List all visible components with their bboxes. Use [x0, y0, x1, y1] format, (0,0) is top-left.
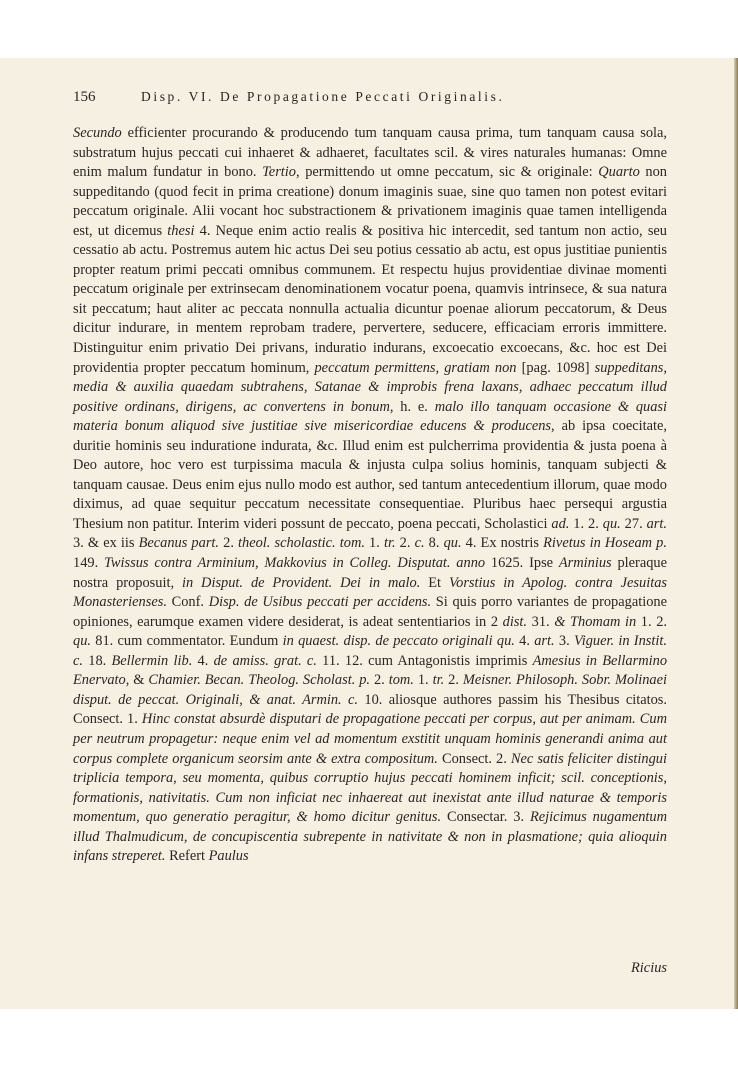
- italic-segment: Rejicimus nugamentum illud Thalmudicum, de concupiscentia subrepente in nativitate & non in plasmatione; quia alioquin infans streperet.: [73, 809, 668, 865]
- italic-segment: dist.: [502, 613, 528, 630]
- italic-segment: Bellermin lib.: [111, 652, 193, 669]
- text-segment: 81. cum commentator. Eundum: [91, 633, 283, 650]
- body-text: [73, 124, 667, 867]
- italic-segment: Paulus: [208, 848, 249, 865]
- text-segment: 4.: [514, 633, 535, 650]
- italic-segment: malo illo tanquam occasione & quasi materia bonum aliquod sive justitiae sive misericordiae educens & producens: [73, 398, 668, 435]
- text-segment: 2.: [395, 535, 415, 552]
- text-segment: 11. 12. cum Antagonistis imprimis: [316, 652, 533, 669]
- italic-segment: Hinc constat absurdè disputari de propagatione peccati per corpus, aut per animam. Cum per neutrum propagetur: neque enim vel ad momentum exstitit unquam hominis generandi anima aut corpus complete organicum seorsim ante & extra compositum.: [73, 711, 667, 767]
- italic-segment: Disp. de Usibus peccati per accidens.: [208, 594, 432, 611]
- italic-segment: Nec satis feliciter distingui triplicia tempora, seu momenta, quibus corruptio hujus peccati hominem inficit; scil. conceptionis, formationis, nativitatis. Cum non inficiat nec inhaereat aut inexistat ante illud naturae & temporis momentum, quo generatio peragitur, & homo dicitur genitus.: [73, 750, 668, 826]
- italic-segment: tr.: [432, 672, 445, 689]
- italic-segment: Chamier. Becan. Theolog. Scholast. p.: [148, 672, 371, 689]
- italic-segment: Tertio: [262, 164, 296, 181]
- italic-segment: Rivetus in Hoseam p.: [543, 535, 667, 552]
- italic-segment: qu.: [73, 633, 91, 650]
- italic-segment: c.: [414, 535, 425, 552]
- italic-segment: Amesius in Bellarmino Enervato: [73, 652, 668, 689]
- text-segment: 10. aliosque authores passim his Thesibus citatos. Consect. 1.: [73, 691, 667, 728]
- text-segment: 1. 2.: [636, 613, 667, 630]
- text-segment: 4.: [192, 652, 214, 669]
- italic-segment: ad.: [551, 515, 570, 532]
- text-segment: 3.: [554, 633, 574, 650]
- italic-segment: Becanus part.: [138, 535, 220, 552]
- text-segment: 2.: [219, 535, 239, 552]
- text-segment: 3. & ex iis: [73, 535, 139, 552]
- text-segment: 27.: [620, 515, 647, 532]
- page-number: 156: [73, 89, 96, 105]
- italic-segment: de amiss. grat. c.: [213, 652, 317, 669]
- text-segment: Conf.: [166, 594, 209, 611]
- italic-segment: in quaest. disp. de peccato originali qu.: [282, 633, 515, 650]
- text-segment: 8.: [424, 535, 444, 552]
- text-segment: 31.: [527, 613, 555, 630]
- italic-segment: thesi: [167, 222, 195, 239]
- text-segment: Consect. 2.: [437, 750, 511, 767]
- italic-segment: in Disput. de Provident. Dei in malo.: [181, 574, 421, 591]
- italic-segment: peccatum permittens, gratiam non: [314, 359, 517, 376]
- text-segment: Si quis porro variantes de propagatione opiniones, earumque examen videre desiderat, is adeat sententiarios in 2: [73, 594, 667, 630]
- text-segment: 2.: [370, 672, 389, 689]
- italic-segment: qu.: [443, 535, 462, 552]
- italic-segment: theol. scholastic. tom.: [238, 535, 365, 552]
- page-edge: [734, 58, 738, 1009]
- italic-segment: suppeditans, media & auxilia quaedam subtrahens, Satanae & improbis frena laxans, adhaec peccatum illud positive ordinans, dirigens, ac convertens in bonum: [73, 359, 667, 415]
- text-segment: Refert: [165, 848, 209, 865]
- text-segment: , h. e.: [389, 398, 435, 415]
- italic-segment: & Thomam in: [554, 613, 637, 630]
- text-segment: 1. 2.: [569, 515, 603, 532]
- italic-segment: tom.: [388, 672, 414, 689]
- italic-segment: Twissus contra Arminium, Makkovius in Colleg. Disputat. anno: [104, 555, 486, 572]
- italic-segment: Arminius: [558, 555, 612, 572]
- text-segment: pleraque nostra proposuit,: [73, 555, 668, 591]
- italic-segment: Quarto: [598, 164, 640, 181]
- running-title: Disp. VI. De Propagatione Peccati Originalis.: [141, 89, 505, 104]
- text-segment: 4. Ex nostris: [461, 535, 544, 552]
- italic-segment: art.: [646, 515, 667, 532]
- text-segment: 4. Neque enim actio realis & positiva hic intercedit, sed tantum non actio, seu cessatio ab actu. Postremus autem hic actus Dei seu potius cessatio ab actu, est opus justitiae punientis propter reatum primi peccati omnibus communem. Et respectu hujus providentiae divinae momenti peccatum originale per extrinsecam denominationem vocatur poena, quamvis intrinsece, & sua natura sit peccatum; haut aliter ac peccata nonnulla actualia dicuntur poenae aliorum peccatorum, & Deus dicitur indurare, in mentem reprobam tradere, pervertere, seducere, efficaciam erroris immittere. Distinguitur enim privatio Dei privans, induratio indurans, excoecatio excoecans, &c. hoc est Dei providentia propter peccatum hominum,: [73, 222, 667, 376]
- text-segment: Consectar. 3.: [441, 809, 530, 826]
- text-segment: 1.: [364, 535, 384, 552]
- text-segment: 18.: [83, 652, 112, 669]
- text-segment: non suppeditando (quod fecit in prima creatione) donum imaginis suae, sine quo tamen non potest evitari peccatum originale. Alii vocant hoc substractionem & privationem imaginis quae tamen intelligenda est, ut dicemus: [73, 164, 668, 239]
- text-segment: 1.: [413, 672, 433, 689]
- text-segment: Et: [420, 574, 449, 591]
- catchword: Ricius: [631, 960, 667, 976]
- running-header: [73, 89, 665, 109]
- text-segment: , &: [125, 672, 149, 689]
- text-segment: , ab ipsa coecitate, duritie hominis seu induratione indurata, &c. Illud enim est pulcherrima providentia & justa poena à Deo autore, hoc vero est turpissima macula & injusta culpa solius hominis, tanquam subjecti & tanquam causae. Deus enim ejus nullo modo est author, sed tantum antecedentium illorum, quae modo diximus, ad quae sequitur peccatum necessitate consequentiae. Pluribus haec persequi argustia Thesium non patitur. Interim videri possunt de peccato, poena peccati, Scholastici: [73, 418, 667, 532]
- italic-segment: tr.: [383, 535, 396, 552]
- text-segment: 1625. Ipse: [485, 555, 559, 572]
- italic-segment: art.: [534, 633, 555, 650]
- italic-segment: Vorstius in Apolog. contra Jesuitas Monasterienses.: [73, 574, 667, 611]
- italic-segment: Secundo: [73, 125, 122, 141]
- italic-segment: Viguer. in Instit. c.: [73, 633, 667, 669]
- text-segment: [pag. 1098]: [516, 359, 595, 376]
- text-segment: efficienter procurando & producendo tum tanquam causa prima, tum tanquam causa sola, substratum hujus peccati cui inhaeret & adhaeret, facultates scil. & vires naturales humanas: Omne enim malum fundatur in bono.: [73, 125, 667, 181]
- text-segment: , permittendo ut omne peccatum, sic & originale:: [296, 164, 599, 181]
- text-segment: 2.: [444, 672, 463, 689]
- italic-segment: qu.: [602, 515, 621, 532]
- italic-segment: Meisner. Philosoph. Sobr. Molinaei disput. de peccat. Originali, & anat. Armin. c.: [73, 672, 667, 708]
- text-segment: 149.: [73, 555, 104, 572]
